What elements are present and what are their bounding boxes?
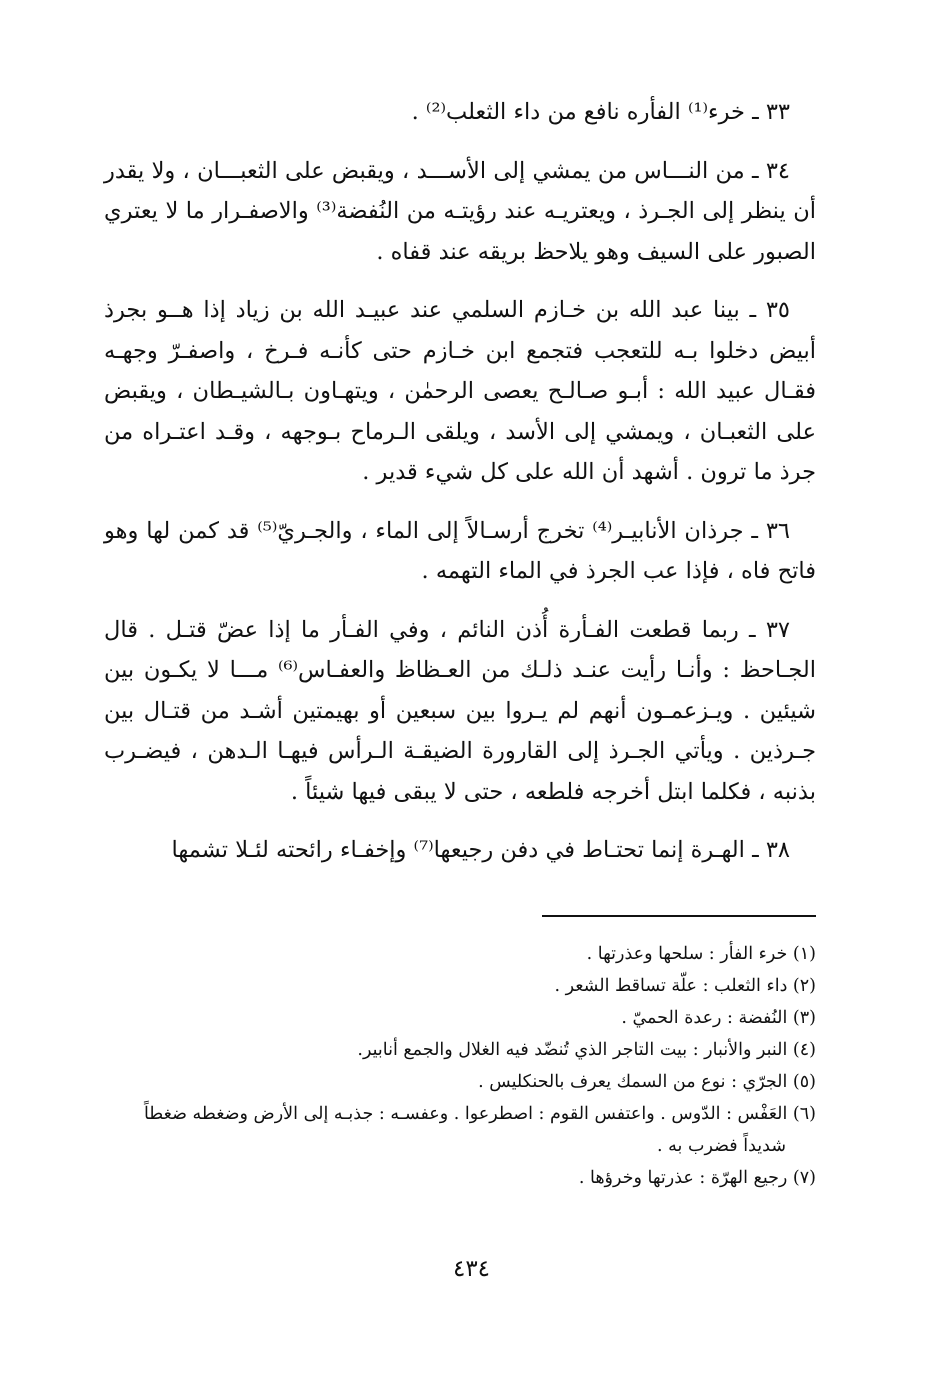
footnote-5: (٥) الجرّي : نوع من السمك يعرف بالحنكليس . [478,1072,816,1092]
footnotes [112,938,816,1194]
paragraph-36: ٣٦ ـ جرذان الأنابيـر⁽⁴⁾ تخرج أرسـالاً إلى الماء ، والجـريّ⁽⁵⁾ قد كمن لها وهو فاتح فاه ، فإذا عب الجرذ في الماء التهمه . [104,517,816,584]
footnote-2: (٢) داء الثعلب : علّة تساقط الشعر . [554,976,816,996]
footnote-3: (٣) النُفضة : رعدة الحميّ . [621,1008,816,1028]
footnote-divider [542,915,816,917]
page-number: ٤٣٤ [452,1256,491,1282]
footnote-1: (١) خرء الفأر : سلحها وعذرتها . [586,944,816,964]
footnote-7: (٧) رجيع الهرّة : عذرتها وخرؤها . [578,1168,816,1188]
footnote-4: (٤) النبر والأنبار : بيت التاجر الذي تُنضّد فيه الغلال والجمع أنابير. [357,1040,816,1060]
paragraph-37: ٣٧ ـ ربما قطعت الفـأرة أُذن النائم ، وفي الفـأر ما إذا عضّ قتـل . قال الجـاحظ : وأنـا رأيت عنـد ذلـك من العـظاظ والعفـاس⁽⁶⁾ مـــا لا يكـون بين شيئين . ويـزعمـون أنهم لم يـروا بين سبعين أو بهيمتين أشـد من قتـال بين جـرذين . ويأتي الجـرذ إلى القارورة الضيقـة الـرأس فيهـا الـدهن ، فيضـرب بذنبه ، فكلما ابتل أخرجه فلطعه ، حتى لا يبقى فيها شيئاً . [104,616,816,805]
footnote-6: (٦) العَفْس : الدّوس . واعتفس القوم : اصطرعوا . وعفسـه : جذبـه إلى الأرض وضغطه ضغطاً شديداً فضرب به . [143,1104,816,1156]
main-text [104,92,816,889]
paragraph-38: ٣٨ ـ الهـرة إنما تحتـاط في دفن رجيعها⁽⁷⁾ وإخفـاء رائحته لئـلا تشمها [171,837,790,863]
paragraph-33: ٣٣ ـ خرء⁽¹⁾ الفأره نافع من داء الثعلب⁽²⁾ . [411,99,790,125]
paragraph-34: ٣٤ ـ من النـــاس من يمشي إلى الأســـد ، ويقبض على الثعبـــان ، ولا يقدر أن ينظر إلى الجـرذ ، ويعتريـه عند رؤيتـه من النُفضة⁽³⁾ والاصفـرار ما لا يعتري الصبور على السيف وهو يلاحظ بريقه عند قفاه . [104,157,816,265]
paragraph-35: ٣٥ ـ بينا عبد الله بن خـازم السلمي عند عبيـد الله بن زياد إذا هــو بجرذ أبيض دخلوا بـه للتعجب فتجمع ابن خـازم حتى كأنـه فـرخ ، واصفـرّ وجهـه فقـال عبيد الله : أبـو صـالـح يعصى الرحمٰن ، ويتهـاون بـالشيـطان ، ويقبض على الثعبـان ، ويمشي إلى الأسد ، ويلقى الـرماح بـوجهه ، وقـد اعتـراه من جرذ ما ترون . أشهد أن الله على كل شيء قدير . [104,297,816,485]
